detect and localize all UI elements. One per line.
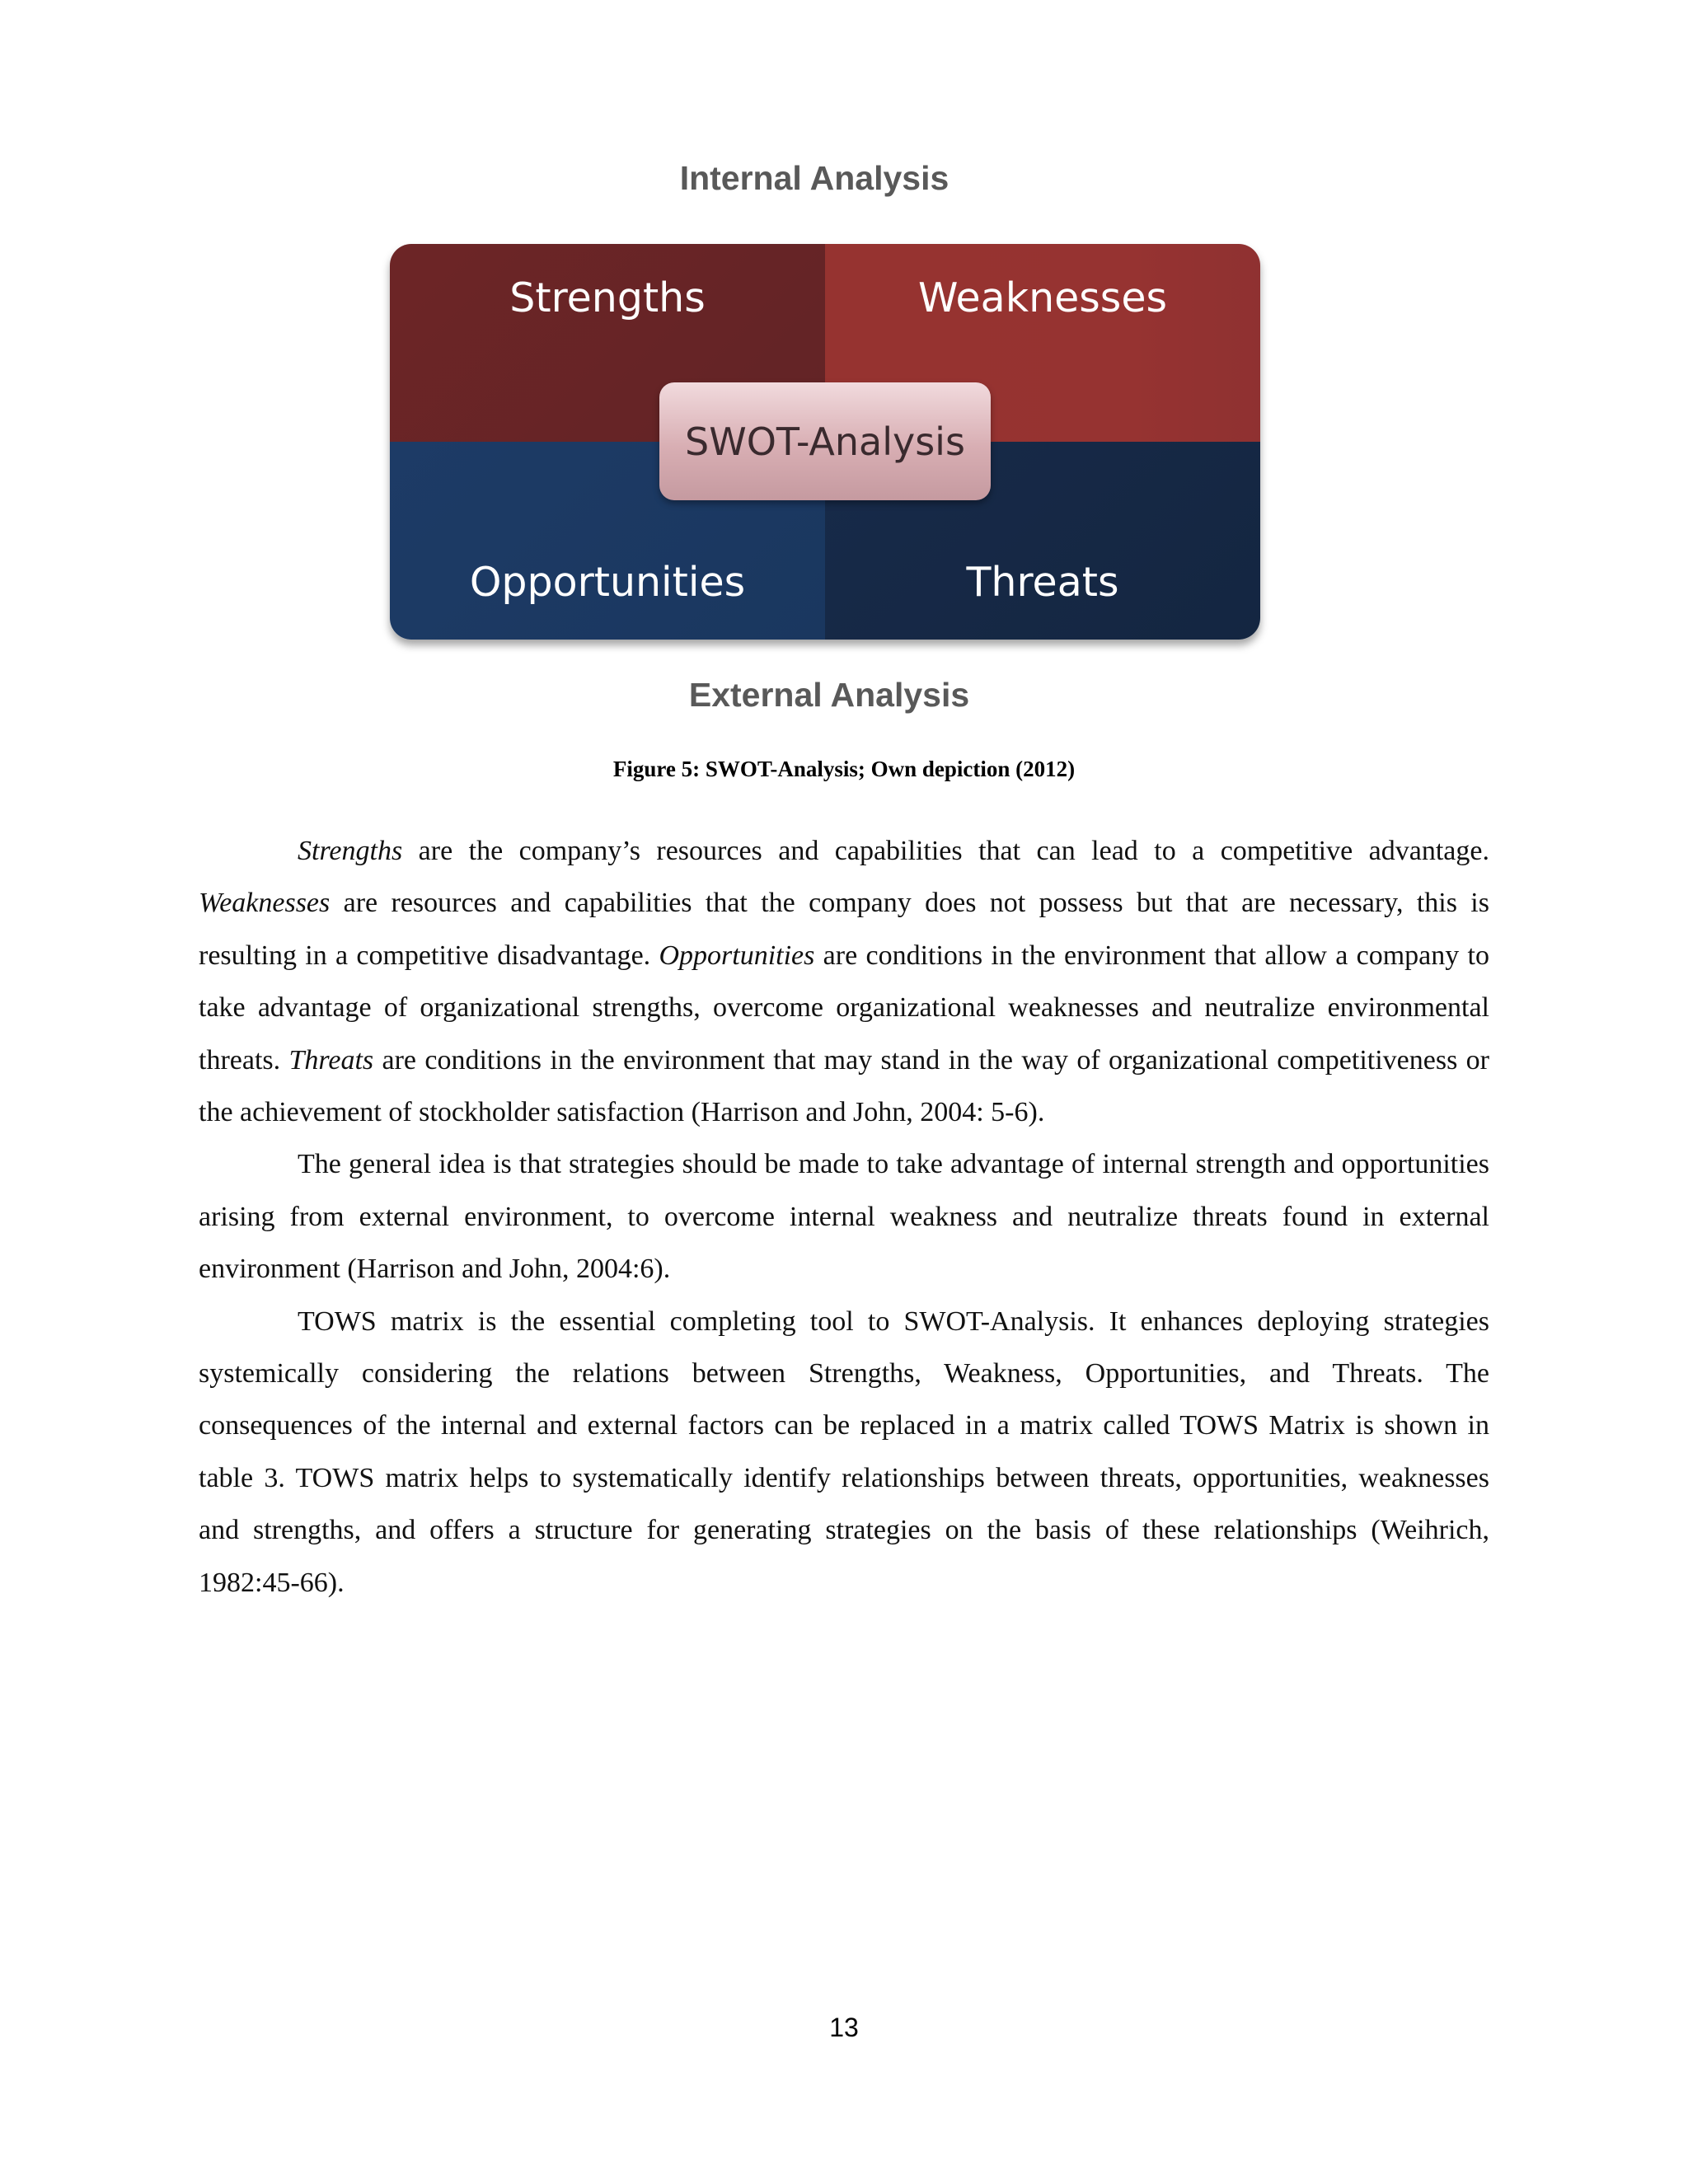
- paragraph-text: are conditions in the environment that allow a company to take advantage of organizational strengths, overcome organizational weaknesses and neutralize environmental threats.: [199, 940, 1489, 1076]
- strengths-label: Strengths: [509, 274, 706, 321]
- swot-center-label: SWOT-Analysis: [659, 382, 991, 500]
- paragraph-text: are conditions in the environment that may stand in the way of organizational competitiveness or the achievement of stockholder satisfaction (Harrison and John, 2004: 5-6).: [199, 1044, 1489, 1128]
- weaknesses-label: Weaknesses: [917, 274, 1168, 321]
- term-opportunities: Opportunities: [659, 940, 815, 971]
- threats-label: Threats: [966, 558, 1119, 606]
- paragraph-general-idea: The general idea is that strategies should be made to take advantage of internal strength and opportunities arising from external environment, to overcome internal weakness and neutralize threats found in external environment (Harrison and John, 2004:6).: [199, 1149, 1489, 1285]
- paragraph-text: are the company’s resources and capabilities that can lead to a competitive advantage.: [402, 836, 1489, 866]
- paragraph-swot-definitions: [199, 825, 1489, 1138]
- external-analysis-heading: External Analysis: [688, 676, 970, 714]
- paragraph-tows-matrix: TOWS matrix is the essential completing tool to SWOT-Analysis. It enhances deploying strategies systemically considering the relations between Strengths, Weakness, Opportunities, and Threats. The consequences of the internal and external factors can be replaced in a matrix called TOWS Matrix is shown in table 3. TOWS matrix helps to systematically identify relationships between threats, opportunities, weaknesses and strengths, and offers a structure for generating strategies on the basis of these relationships (Weihrich, 1982:45-66).: [199, 1305, 1489, 1598]
- term-strengths: Strengths: [298, 836, 403, 866]
- body-text: [199, 825, 1489, 1609]
- paragraph-text: are resources and capabilities that the company does not possess but that are necessary, this is resulting in a competitive disadvantage.: [199, 888, 1489, 971]
- term-weaknesses: Weaknesses: [199, 888, 331, 919]
- term-threats: Threats: [288, 1044, 374, 1076]
- page-number: 13: [829, 2013, 859, 2042]
- figure-caption: Figure 5: SWOT-Analysis; Own depiction (2012): [612, 757, 1076, 781]
- internal-analysis-heading: Internal Analysis: [679, 159, 950, 197]
- opportunities-label: Opportunities: [469, 558, 746, 606]
